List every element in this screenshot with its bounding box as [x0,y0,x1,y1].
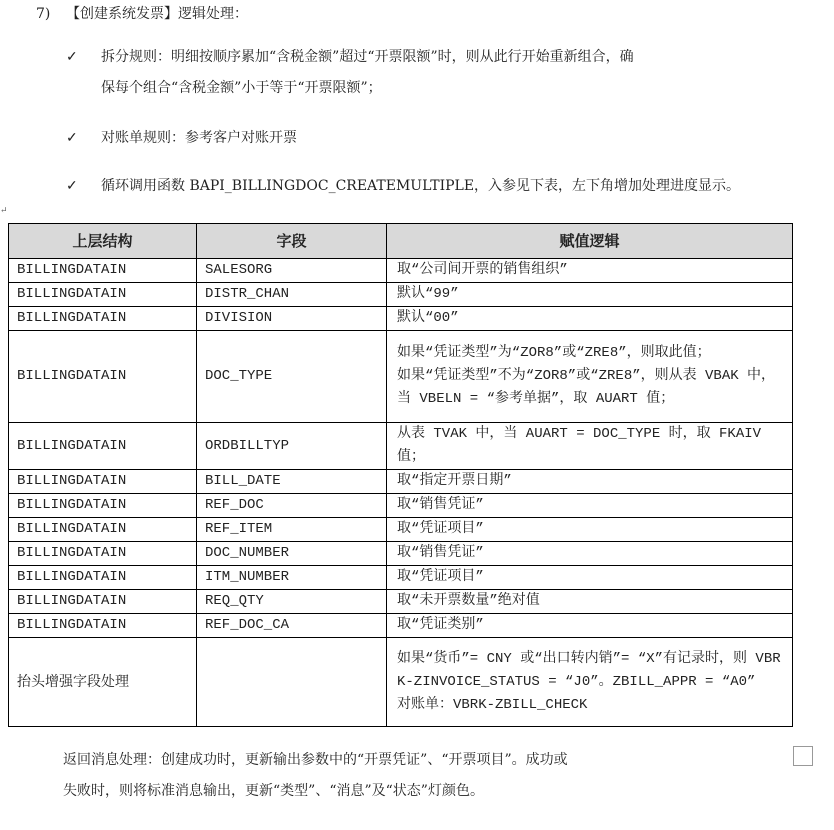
cell-field: DISTR_CHAN [197,283,387,307]
table-row [9,259,793,283]
table-header-row [9,224,793,259]
logic-line: 如果“货币”= CNY 或“出口转内销”= “X”有记录时，则 VBRK-ZINVOICE_STATUS = “J0”。ZBILL_APPR = “A0” [397,650,781,690]
bullet-text-line: 拆分规则：明细按顺序累加“含税金额”超过“开票限额”时，则从此行开始重新组合，确 [101,49,634,65]
checkbox[interactable] [793,746,813,766]
cell-logic [387,331,793,423]
checkmark-icon: ✓ [66,130,78,146]
paragraph-mark-icon: ↵ [0,206,8,216]
table-row [9,307,793,331]
bullet-text-line: 对账单规则：参考客户对账开票 [101,130,297,146]
bullet-text-line: 循环调用函数 BAPI_BILLINGDOC_CREATEMULTIPLE，入参见下表，左下角增加处理进度显示。 [101,178,741,194]
cell-structure: BILLINGDATAIN [9,542,197,566]
cell-logic [387,470,793,494]
table-row [9,566,793,590]
cell-field: DIVISION [197,307,387,331]
cell-logic [387,518,793,542]
cell-structure: 抬头增强字段处理 [9,638,197,727]
cell-logic [387,494,793,518]
cell-logic [387,283,793,307]
logic-line: 默认“99” [397,286,459,302]
table-row [9,494,793,518]
cell-logic [387,566,793,590]
cell-field: ITM_NUMBER [197,566,387,590]
cell-logic [387,423,793,470]
footer-line: 返回消息处理：创建成功时，更新输出参数中的“开票凭证”、“开票项目”。成功或 [63,752,568,768]
header-field: 字段 [197,224,387,259]
bullet-text-line: 保每个组合“含税金额”小于等于“开票限额”； [101,80,382,96]
cell-field: SALESORG [197,259,387,283]
cell-structure: BILLINGDATAIN [9,423,197,470]
cell-logic [387,638,793,727]
cell-logic [387,590,793,614]
checkmark-icon: ✓ [66,49,78,65]
cell-structure: BILLINGDATAIN [9,614,197,638]
logic-line: 取“销售凭证” [397,545,484,561]
parameter-table [8,223,793,727]
table-row [9,638,793,727]
header-logic: 赋值逻辑 [387,224,793,259]
cell-field: ORDBILLTYP [197,423,387,470]
cell-field: REF_ITEM [197,518,387,542]
cell-structure: BILLINGDATAIN [9,283,197,307]
logic-line: 取“指定开票日期” [397,473,512,489]
cell-structure: BILLINGDATAIN [9,590,197,614]
cell-field: DOC_NUMBER [197,542,387,566]
logic-line: 如果“凭证类型”不为“ZOR8”或“ZRE8”，则从表 VBAK 中，当 VBELN = “参考单据”，取 AUART 值； [397,368,776,407]
cell-structure: BILLINGDATAIN [9,307,197,331]
header-structure: 上层结构 [9,224,197,259]
checkmark-icon: ✓ [66,178,78,194]
cell-field: DOC_TYPE [197,331,387,423]
table-row [9,331,793,423]
cell-logic [387,259,793,283]
logic-line: 从表 TVAK 中，当 AUART = DOC_TYPE 时，取 FKAIV 值； [397,426,770,465]
bullet-bapi-call [66,171,806,202]
cell-field: BILL_DATE [197,470,387,494]
cell-structure: BILLINGDATAIN [9,566,197,590]
logic-line: 取“凭证类别” [397,617,484,633]
table-row [9,542,793,566]
logic-line: 如果“凭证类型”为“ZOR8”或“ZRE8”，则取此值； [397,345,711,361]
cell-logic [387,542,793,566]
bullet-statement-rule [66,123,806,154]
cell-structure: BILLINGDATAIN [9,494,197,518]
table-row [9,518,793,542]
bullet-split-rule [66,42,806,104]
logic-line: 取“公司间开票的销售组织” [397,262,568,278]
return-message-paragraph [63,745,793,807]
table-row [9,614,793,638]
section-number: 7) [36,6,51,22]
cell-structure: BILLINGDATAIN [9,331,197,423]
cell-field: REF_DOC [197,494,387,518]
cell-field: REF_DOC_CA [197,614,387,638]
section-heading [36,4,248,24]
table-row [9,283,793,307]
cell-structure: BILLINGDATAIN [9,518,197,542]
logic-line: 对账单：VBRK-ZBILL_CHECK [397,696,588,713]
cell-logic [387,614,793,638]
cell-structure: BILLINGDATAIN [9,259,197,283]
logic-line: 取“未开票数量”绝对值 [397,593,540,609]
cell-structure: BILLINGDATAIN [9,470,197,494]
cell-field: REQ_QTY [197,590,387,614]
cell-logic [387,307,793,331]
section-title: 【创建系统发票】逻辑处理： [66,6,248,22]
logic-line: 取“销售凭证” [397,497,484,513]
table-row [9,470,793,494]
logic-line: 默认“00” [397,310,459,326]
footer-line: 失败时，则将标准消息输出，更新“类型”、“消息”及“状态”灯颜色。 [63,783,484,799]
logic-line: 取“凭证项目” [397,569,484,585]
cell-field [197,638,387,727]
table-row [9,590,793,614]
table-row [9,423,793,470]
logic-line: 取“凭证项目” [397,521,484,537]
